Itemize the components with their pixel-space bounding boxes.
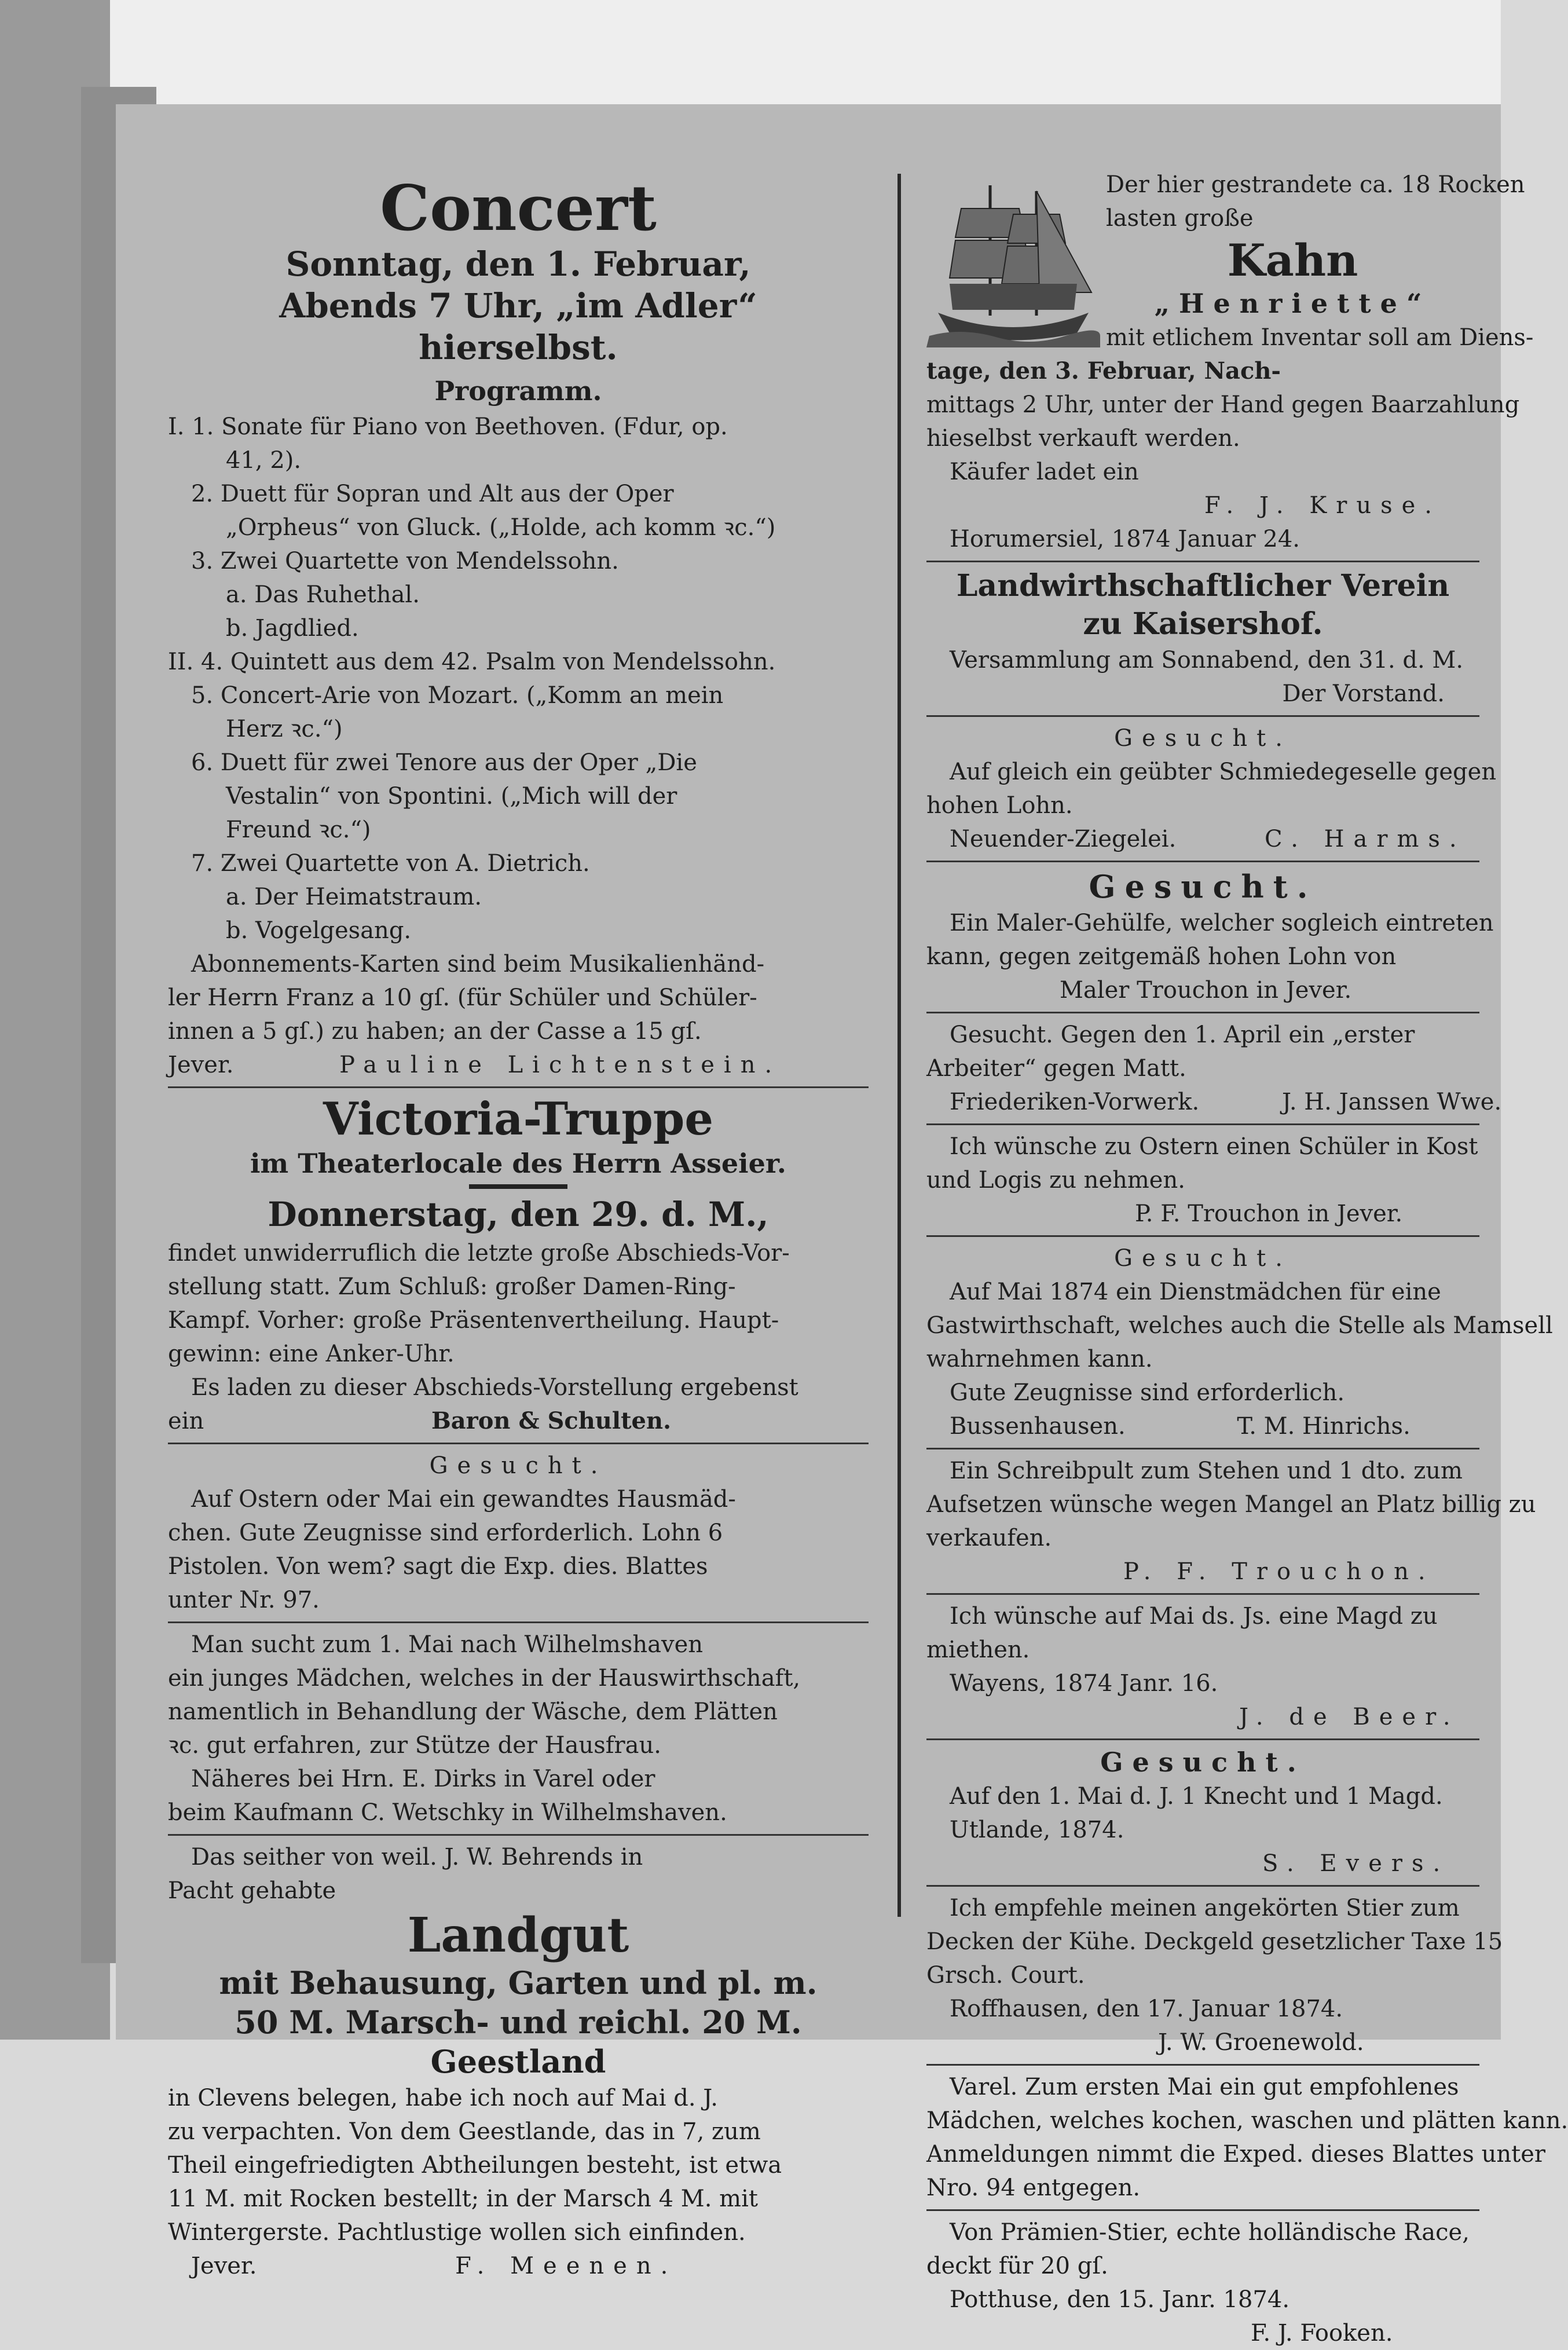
gesucht-painter-ad	[926, 867, 1494, 1013]
rule	[926, 1235, 1479, 1237]
ad-line: Gesucht. Gegen den 1. April ein „erster	[950, 1022, 1415, 1048]
ad-line: Käufer ladet ein	[950, 459, 1139, 485]
verein-title: zu Kaisershof.	[1083, 606, 1323, 642]
victoria-line: gewinn: eine Anker-Uhr.	[168, 1341, 455, 1367]
signature-line	[926, 1085, 1502, 1119]
landgut-subtitle: mit Behausung, Garten und pl. m.	[219, 1964, 818, 2001]
victoria-line: findet unwiderruflich die letzte große Abschieds-Vor-	[168, 1240, 790, 1266]
victoria-ad	[168, 1093, 869, 1444]
column-divider	[897, 174, 901, 1917]
concert-signature-place: Jever.	[168, 1052, 234, 1078]
ad-line: Pistolen. Von wem? sagt die Exp. dies. Blattes	[168, 1553, 708, 1580]
ship-illustration	[926, 168, 1100, 347]
rule	[168, 1834, 869, 1836]
signature-place: Neuender-Ziegelei.	[950, 826, 1177, 852]
victoria-subtitle: im Theaterlocale des Herrn Asseier.	[250, 1148, 786, 1179]
victoria-date: Donnerstag, den 29. d. M.,	[268, 1195, 769, 1234]
ad-line: Gute Zeugnisse sind erforderlich.	[950, 1379, 1345, 1406]
ad-line: Mädchen, welches kochen, waschen und plätten kann.	[926, 2107, 1568, 2134]
signature-place: Bussenhausen.	[950, 1413, 1126, 1440]
ad-line: Varel. Zum ersten Mai ein gut empfohlenes	[950, 2074, 1459, 2100]
ad-line: Theil eingefriedigten Abtheilungen besteht, ist etwa	[168, 2152, 782, 2179]
ad-line: Man sucht zum 1. Mai nach Wilhelmshaven	[191, 1631, 704, 1658]
ad-line: 11 M. mit Rocken bestellt; in der Marsch 4 M. mit	[168, 2186, 758, 2212]
landgut-signature-line	[168, 2249, 869, 2283]
place-date: Potthuse, den 15. Janr. 1874.	[950, 2286, 1290, 2313]
ad-line: tage, den 3. Februar, Nach-	[926, 357, 1281, 385]
magd-ad	[926, 1599, 1479, 1740]
landgut-signature-place: Jever.	[191, 2253, 257, 2279]
ad-line: hohen Lohn.	[926, 792, 1073, 819]
rule	[168, 1443, 869, 1444]
ad-line: wahrnehmen kann.	[926, 1346, 1153, 1372]
gesucht-knecht-ad	[926, 1745, 1479, 1887]
verein-signature: Der Vorstand.	[1282, 680, 1445, 707]
kahn-ship-name: „Henriette“	[1154, 288, 1431, 319]
signature-place: Friederiken-Vorwerk.	[950, 1089, 1200, 1115]
concert-title: Concert	[380, 172, 657, 245]
ad-line: Nro. 94 entgegen.	[926, 2175, 1141, 2201]
ad-line: beim Kaufmann C. Wetschky in Wilhelmshaven.	[168, 1799, 727, 1826]
program-line: 5. Concert-Arie von Mozart. („Komm an mein	[191, 682, 724, 709]
gesucht-heading: Gesucht.	[429, 1452, 607, 1479]
place-date: Wayens, 1874 Janr. 16.	[950, 1670, 1218, 1697]
gesucht-heading: Gesucht.	[1100, 1747, 1306, 1778]
ad-line: Auf Mai 1874 ein Dienstmädchen für eine	[950, 1279, 1441, 1305]
rule	[926, 1885, 1479, 1887]
kahn-title: Kahn	[1227, 235, 1358, 286]
ad-line: Decken der Kühe. Deckgeld gesetzlicher Taxe 15	[926, 1928, 1503, 1955]
ad-line: Auf Ostern oder Mai ein gewandtes Hausmäd-	[191, 1486, 736, 1513]
verein-title: Landwirthschaftlicher Verein	[956, 568, 1450, 603]
rule	[168, 1621, 869, 1623]
ad-line: Von Prämien-Stier, echte holländische Race,	[950, 2219, 1470, 2246]
rule	[926, 1593, 1479, 1595]
tickets-line: innen a 5 gſ.) zu haben; an der Casse a 15 gſ.	[168, 1018, 702, 1045]
landgut-title: Landgut	[407, 1908, 629, 1963]
program-line: 2. Duett für Sopran und Alt aus der Oper	[191, 481, 674, 507]
rule	[926, 2209, 1479, 2211]
varel-ad	[926, 2070, 1568, 2211]
stier-ad	[926, 1891, 1503, 2066]
ad-line: Utlande, 1874.	[950, 1817, 1124, 1843]
schueler-ad	[926, 1130, 1479, 1237]
ad-line: zu verpachten. Von dem Geestlande, das in 7, zum	[168, 2118, 761, 2145]
ad-line: Gastwirthschaft, welches auch die Stelle als Mamsell	[926, 1312, 1553, 1339]
signature: J. de Beer.	[1239, 1704, 1460, 1730]
rule	[926, 861, 1479, 862]
signature-line	[926, 1410, 1479, 1443]
signature: T. M. Hinrichs.	[1237, 1413, 1411, 1440]
program-line: 41, 2).	[226, 447, 302, 474]
ad-line: Auf gleich ein geübter Schmiedegeselle gegen	[950, 759, 1497, 785]
ad-line: unter Nr. 97.	[168, 1587, 320, 1613]
victoria-line: stellung statt. Zum Schluß: großer Damen-Ring-	[168, 1273, 736, 1300]
victoria-line: Kampf. Vorher: große Präsentenvertheilung. Haupt-	[168, 1307, 779, 1334]
ad-line: in Clevens belegen, habe ich noch auf Mai d. J.	[168, 2085, 718, 2111]
decorative-rule	[469, 1184, 567, 1189]
ad-line: Ich wünsche zu Ostern einen Schüler in Kost	[950, 1133, 1478, 1160]
ad-line: ein junges Mädchen, welches in der Hauswirthschaft,	[168, 1665, 801, 1692]
wilhelmshaven-ad	[168, 1628, 869, 1836]
gesucht-maid-ad	[926, 1242, 1553, 1449]
program-line: a. Das Ruhethal.	[226, 581, 420, 608]
gesucht-smith-ad	[926, 722, 1497, 862]
gesucht-heading: Gesucht.	[1089, 868, 1317, 905]
tickets-line: ler Herrn Franz a 10 gſ. (für Schüler und Schüler-	[168, 984, 757, 1011]
concert-signature-line	[168, 1048, 869, 1082]
program-line: a. Der Heimatstraum.	[226, 884, 482, 910]
place-date: Roffhausen, den 17. Januar 1874.	[950, 1996, 1343, 2022]
signature: P. F. Trouchon in Jever.	[1135, 1200, 1403, 1227]
rule	[926, 561, 1479, 562]
ad-line: Der hier gestrandete ca. 18 Rocken	[1106, 171, 1525, 198]
ad-line: und Logis zu nehmen.	[926, 1167, 1185, 1194]
ad-line: Ein Maler-Gehülfe, welcher sogleich eintreten	[950, 910, 1494, 936]
landgut-signature: F. Meenen.	[455, 2253, 677, 2279]
ad-line: deckt für 20 gſ.	[926, 2253, 1108, 2279]
ad-line: Das seither von weil. J. W. Behrends in	[191, 1844, 643, 1871]
ad-line: Aufsetzen wünsche wegen Mangel an Platz billig zu	[926, 1491, 1536, 1518]
ad-line: mittags 2 Uhr, unter der Hand gegen Baarzahlung	[926, 391, 1520, 418]
gesucht-worker-ad	[926, 1018, 1502, 1125]
left-column	[168, 174, 869, 2283]
program-line: Herz ꝛc.“)	[226, 716, 343, 742]
ad-line: hieselbst verkauft werden.	[926, 425, 1240, 452]
kahn-ad	[926, 168, 1534, 562]
signature-line	[926, 822, 1479, 856]
praemien-stier-ad	[926, 2216, 1479, 2350]
ad-line: namentlich in Behandlung der Wäsche, dem Plätten	[168, 1699, 778, 1725]
signature: P. F. Trouchon.	[1123, 1558, 1435, 1585]
gesucht-heading: Gesucht.	[1114, 1245, 1292, 1272]
program-line: Vestalin“ von Spontini. („Mich will der	[226, 783, 677, 810]
program-line: 6. Duett für zwei Tenore aus der Oper „Die	[191, 749, 697, 776]
ad-line: Grsch. Court.	[926, 1962, 1085, 1989]
ad-line: Versammlung am Sonnabend, den 31. d. M.	[950, 647, 1464, 673]
signature: F. J. Fooken.	[1251, 2320, 1393, 2347]
landgut-ad	[168, 1840, 869, 2283]
ad-line: kann, gegen zeitgemäß hohen Lohn von	[926, 943, 1397, 970]
program-line: Freund ꝛc.“)	[226, 817, 371, 843]
ad-line: Ich empfehle meinen angekörten Stier zum	[950, 1895, 1460, 1921]
signature: S. Evers.	[1262, 1850, 1450, 1877]
victoria-signature-line	[168, 1404, 869, 1438]
signature: J. H. Janssen Wwe.	[1281, 1089, 1502, 1115]
gesucht-housemaid-ad	[168, 1449, 869, 1623]
landgut-subtitle: Geestland	[430, 2043, 606, 2080]
ad-line: Auf den 1. Mai d. J. 1 Knecht und 1 Magd.	[950, 1783, 1443, 1810]
ad-line: Ich wünsche auf Mai ds. Js. eine Magd zu	[950, 1603, 1438, 1630]
ad-line: lasten große	[1106, 205, 1254, 232]
ad-line: ꝛc. gut erfahren, zur Stütze der Hausfrau.	[168, 1732, 661, 1759]
concert-time: Abends 7 Uhr, „im Adler“	[279, 286, 757, 325]
rule	[926, 1123, 1479, 1125]
victoria-title: Victoria-Truppe	[323, 1093, 713, 1145]
right-column	[926, 168, 1568, 2350]
program-line: II. 4. Quintett aus dem 42. Psalm von Mendelssohn.	[168, 649, 776, 675]
rule	[926, 1012, 1479, 1013]
kahn-signature: F. J. Kruse.	[1204, 492, 1441, 519]
program-line: 3. Zwei Quartette von Mendelssohn.	[191, 548, 619, 574]
ad-line: verkaufen.	[926, 1525, 1052, 1551]
program-line: b. Jagdlied.	[226, 615, 359, 642]
rule	[168, 1086, 869, 1088]
ad-line: Ein Schreibpult zum Stehen und 1 dto. zum	[950, 1458, 1463, 1484]
program-line: „Orpheus“ von Gluck. („Holde, ach komm ꝛc.“)	[226, 514, 776, 541]
victoria-signature: Baron & Schulten.	[431, 1407, 672, 1434]
program-title: Programm.	[434, 375, 602, 407]
tickets-line: Abonnements-Karten sind beim Musikalienhänd-	[191, 951, 765, 978]
program-line: I. 1. Sonate für Piano von Beethoven. (Fdur, op.	[168, 413, 728, 440]
concert-ad	[168, 174, 869, 1088]
signature: Maler Trouchon in Jever.	[1060, 977, 1352, 1004]
ad-line: Anmeldungen nimmt die Exped. dieses Blattes unter	[926, 2141, 1545, 2168]
scan-background-top	[0, 0, 1501, 110]
victoria-signature-prefix: ein	[168, 1408, 204, 1434]
kahn-place-date: Horumersiel, 1874 Januar 24.	[950, 526, 1300, 552]
schreibpult-ad	[926, 1454, 1536, 1595]
ad-line: Arbeiter“ gegen Matt.	[926, 1055, 1186, 1082]
ad-line: mit etlichem Inventar soll am Diens-	[1106, 324, 1534, 351]
rule	[926, 2064, 1479, 2066]
signature: C. Harms.	[1265, 826, 1466, 852]
landgut-subtitle: 50 M. Marsch- und reichl. 20 M.	[235, 2004, 802, 2041]
program-line: 7. Zwei Quartette von A. Dietrich.	[191, 850, 590, 877]
ad-line: Näheres bei Hrn. E. Dirks in Varel oder	[191, 1766, 655, 1792]
rule	[926, 1738, 1479, 1740]
victoria-line: Es laden zu dieser Abschieds-Vorstellung ergebenst	[191, 1374, 798, 1401]
program-line: b. Vogelgesang.	[226, 917, 412, 944]
ad-line: miethen.	[926, 1637, 1030, 1663]
concert-signature: Pauline Lichtenstein.	[339, 1052, 782, 1078]
signature: J. W. Groenewold.	[1158, 2029, 1364, 2056]
gesucht-heading: Gesucht.	[1114, 725, 1292, 752]
ad-line: Pacht gehabte	[168, 1877, 336, 1904]
concert-date: Sonntag, den 1. Februar,	[285, 244, 751, 284]
rule	[926, 715, 1479, 717]
ad-line: Wintergerste. Pachtlustige wollen sich einfinden.	[168, 2219, 746, 2246]
concert-place: hierselbst.	[419, 328, 618, 367]
ad-line: chen. Gute Zeugnisse sind erforderlich. Lohn 6	[168, 1520, 723, 1546]
rule	[926, 1448, 1479, 1449]
verein-ad	[926, 567, 1479, 717]
